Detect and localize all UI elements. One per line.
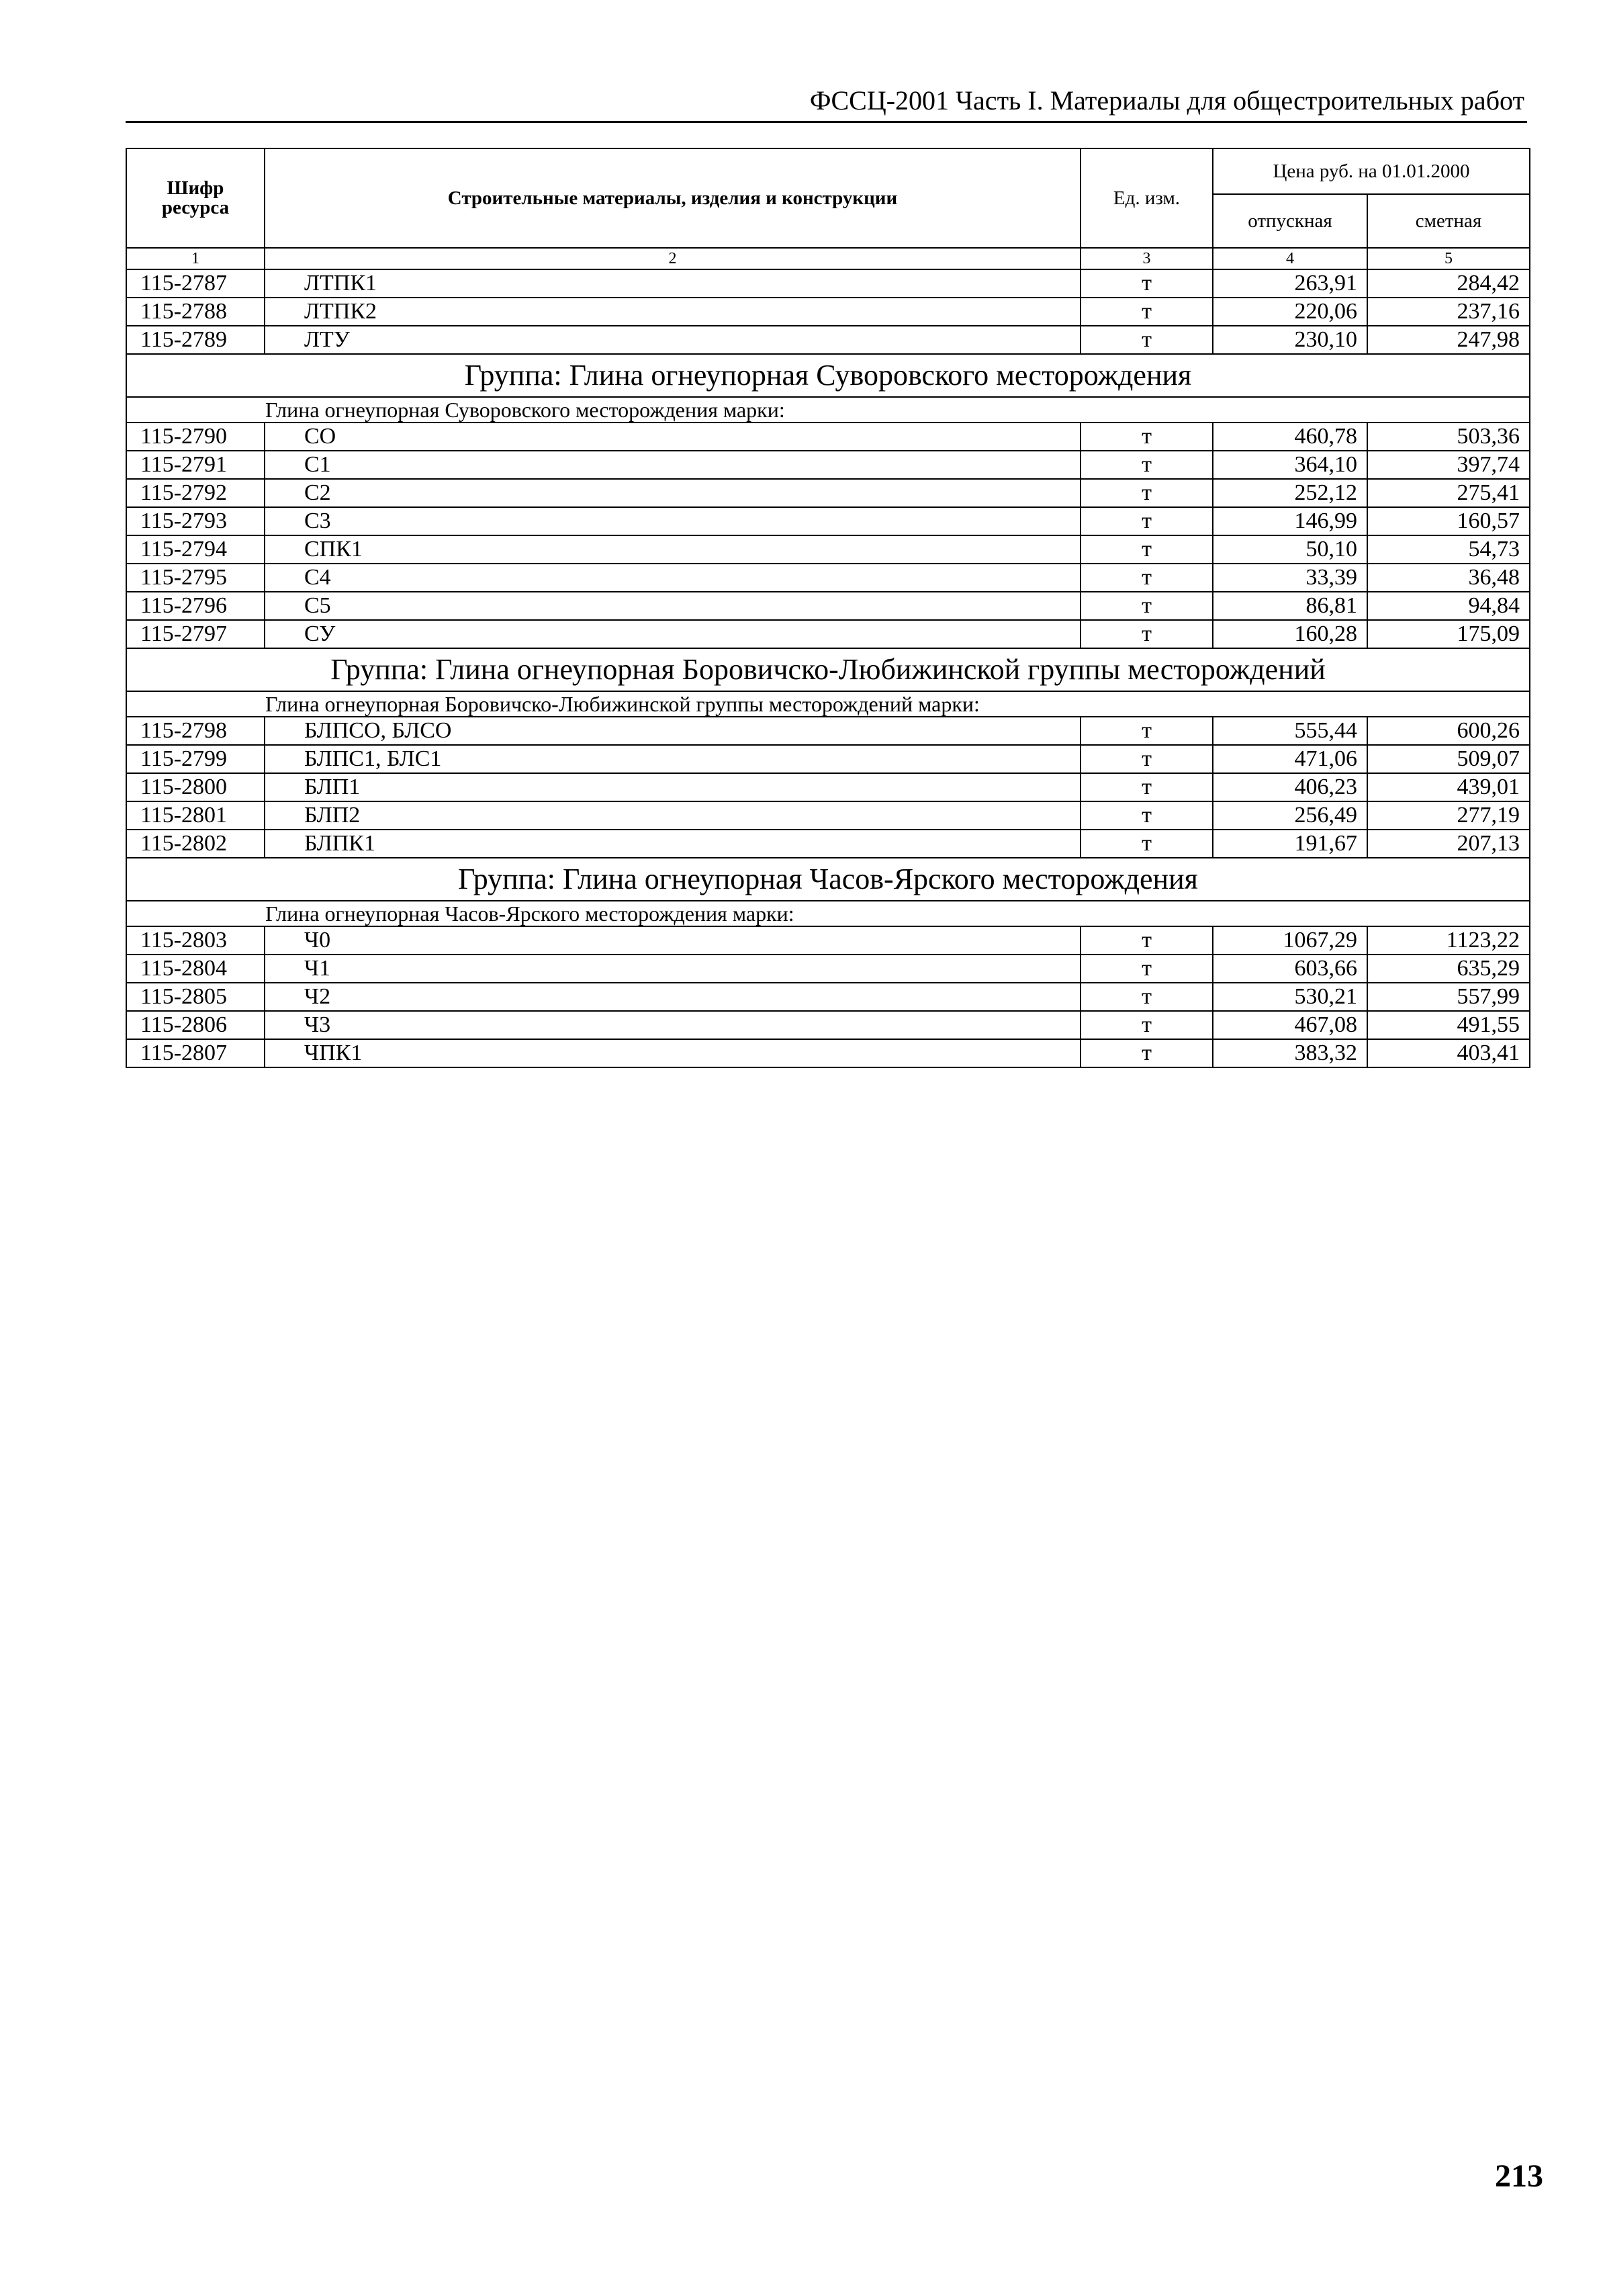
estimate-price: 439,01 (1367, 773, 1530, 801)
table-row (126, 326, 1530, 354)
material-name: БЛП1 (265, 773, 1081, 801)
resource-code: 115-2790 (126, 423, 265, 451)
table-row (126, 507, 1530, 535)
table-row (126, 773, 1530, 801)
group-title: Группа: Глина огнеупорная Боровичско-Любижинской группы месторождений (126, 648, 1530, 691)
estimate-price: 175,09 (1367, 620, 1530, 648)
column-header-unit: Ед. изм. (1081, 148, 1213, 248)
column-number: 3 (1081, 248, 1213, 269)
resource-code: 115-2801 (126, 801, 265, 830)
estimate-price: 207,13 (1367, 830, 1530, 858)
estimate-price: 160,57 (1367, 507, 1530, 535)
group-heading-row (126, 354, 1530, 397)
unit: т (1081, 926, 1213, 955)
estimate-price: 54,73 (1367, 535, 1530, 564)
material-name: С5 (265, 592, 1081, 620)
release-price: 460,78 (1213, 423, 1367, 451)
table-row (126, 269, 1530, 298)
unit: т (1081, 535, 1213, 564)
release-price: 1067,29 (1213, 926, 1367, 955)
release-price: 383,32 (1213, 1039, 1367, 1067)
unit: т (1081, 423, 1213, 451)
estimate-price: 491,55 (1367, 1011, 1530, 1039)
release-price: 467,08 (1213, 1011, 1367, 1039)
estimate-price: 277,19 (1367, 801, 1530, 830)
group-heading-row (126, 858, 1530, 901)
group-subtitle-row (126, 691, 1530, 717)
unit: т (1081, 773, 1213, 801)
release-price: 191,67 (1213, 830, 1367, 858)
table-row (126, 1011, 1530, 1039)
unit: т (1081, 1039, 1213, 1067)
material-name: ЧПК1 (265, 1039, 1081, 1067)
resource-code: 115-2798 (126, 717, 265, 745)
resource-code: 115-2793 (126, 507, 265, 535)
unit: т (1081, 479, 1213, 507)
material-name: БЛП2 (265, 801, 1081, 830)
estimate-price: 275,41 (1367, 479, 1530, 507)
group-subtitle: Глина огнеупорная Суворовского месторождения марки: (126, 397, 1530, 423)
column-number: 5 (1367, 248, 1530, 269)
resource-code: 115-2797 (126, 620, 265, 648)
unit: т (1081, 298, 1213, 326)
material-name: Ч2 (265, 983, 1081, 1011)
resource-code: 115-2807 (126, 1039, 265, 1067)
page-number: 213 (1495, 2158, 1543, 2194)
table-row (126, 926, 1530, 955)
unit: т (1081, 830, 1213, 858)
resource-code: 115-2796 (126, 592, 265, 620)
table-row (126, 830, 1530, 858)
estimate-price: 247,98 (1367, 326, 1530, 354)
material-name: Ч3 (265, 1011, 1081, 1039)
release-price: 263,91 (1213, 269, 1367, 298)
table-row (126, 717, 1530, 745)
column-header-estimate-price: сметная (1367, 194, 1530, 248)
estimate-price: 557,99 (1367, 983, 1530, 1011)
release-price: 406,23 (1213, 773, 1367, 801)
estimate-price: 284,42 (1367, 269, 1530, 298)
unit: т (1081, 717, 1213, 745)
group-subtitle-row (126, 901, 1530, 926)
release-price: 50,10 (1213, 535, 1367, 564)
group-title: Группа: Глина огнеупорная Часов-Ярского месторождения (126, 858, 1530, 901)
material-name: БЛПК1 (265, 830, 1081, 858)
estimate-price: 635,29 (1367, 955, 1530, 983)
resource-code: 115-2802 (126, 830, 265, 858)
group-heading-row (126, 648, 1530, 691)
material-name: СО (265, 423, 1081, 451)
column-header-code: Шифр ресурса (126, 148, 265, 248)
table-row (126, 451, 1530, 479)
resource-code: 115-2799 (126, 745, 265, 773)
unit: т (1081, 983, 1213, 1011)
material-name: С2 (265, 479, 1081, 507)
table-body (126, 269, 1530, 1067)
estimate-price: 509,07 (1367, 745, 1530, 773)
unit: т (1081, 801, 1213, 830)
unit: т (1081, 1011, 1213, 1039)
group-title: Группа: Глина огнеупорная Суворовского месторождения (126, 354, 1530, 397)
estimate-price: 403,41 (1367, 1039, 1530, 1067)
release-price: 364,10 (1213, 451, 1367, 479)
resource-code: 115-2803 (126, 926, 265, 955)
table-row (126, 298, 1530, 326)
estimate-price: 1123,22 (1367, 926, 1530, 955)
material-name: СПК1 (265, 535, 1081, 564)
material-name: Ч0 (265, 926, 1081, 955)
resource-code: 115-2795 (126, 564, 265, 592)
unit: т (1081, 592, 1213, 620)
table-row (126, 479, 1530, 507)
release-price: 160,28 (1213, 620, 1367, 648)
release-price: 603,66 (1213, 955, 1367, 983)
table-row (126, 535, 1530, 564)
column-number: 4 (1213, 248, 1367, 269)
resource-code: 115-2804 (126, 955, 265, 983)
table-row (126, 1039, 1530, 1067)
release-price: 33,39 (1213, 564, 1367, 592)
release-price: 471,06 (1213, 745, 1367, 773)
material-name: ЛТПК2 (265, 298, 1081, 326)
unit: т (1081, 451, 1213, 479)
header-rule (126, 121, 1527, 123)
material-name: Ч1 (265, 955, 1081, 983)
material-name: СУ (265, 620, 1081, 648)
release-price: 555,44 (1213, 717, 1367, 745)
unit: т (1081, 745, 1213, 773)
column-header-release-price: отпускная (1213, 194, 1367, 248)
release-price: 230,10 (1213, 326, 1367, 354)
table-row (126, 955, 1530, 983)
estimate-price: 36,48 (1367, 564, 1530, 592)
release-price: 146,99 (1213, 507, 1367, 535)
price-table (126, 148, 1530, 1068)
group-subtitle: Глина огнеупорная Боровичско-Любижинской группы месторождений марки: (126, 691, 1530, 717)
resource-code: 115-2805 (126, 983, 265, 1011)
release-price: 220,06 (1213, 298, 1367, 326)
release-price: 256,49 (1213, 801, 1367, 830)
column-number: 2 (265, 248, 1081, 269)
resource-code: 115-2806 (126, 1011, 265, 1039)
resource-code: 115-2789 (126, 326, 265, 354)
table-row (126, 423, 1530, 451)
material-name: ЛТПК1 (265, 269, 1081, 298)
material-name: С1 (265, 451, 1081, 479)
running-header: ФССЦ-2001 Часть I. Материалы для общестроительных работ (809, 85, 1524, 116)
release-price: 86,81 (1213, 592, 1367, 620)
material-name: БЛПСО, БЛСО (265, 717, 1081, 745)
unit: т (1081, 269, 1213, 298)
table-row (126, 983, 1530, 1011)
estimate-price: 237,16 (1367, 298, 1530, 326)
estimate-price: 503,36 (1367, 423, 1530, 451)
unit: т (1081, 620, 1213, 648)
table-row (126, 592, 1530, 620)
table-row (126, 620, 1530, 648)
estimate-price: 94,84 (1367, 592, 1530, 620)
release-price: 252,12 (1213, 479, 1367, 507)
resource-code: 115-2791 (126, 451, 265, 479)
estimate-price: 397,74 (1367, 451, 1530, 479)
column-number: 1 (126, 248, 265, 269)
unit: т (1081, 507, 1213, 535)
unit: т (1081, 955, 1213, 983)
release-price: 530,21 (1213, 983, 1367, 1011)
resource-code: 115-2794 (126, 535, 265, 564)
table-row (126, 801, 1530, 830)
material-name: ЛТУ (265, 326, 1081, 354)
material-name: С4 (265, 564, 1081, 592)
material-name: БЛПС1, БЛС1 (265, 745, 1081, 773)
material-name: С3 (265, 507, 1081, 535)
resource-code: 115-2787 (126, 269, 265, 298)
estimate-price: 600,26 (1367, 717, 1530, 745)
group-subtitle: Глина огнеупорная Часов-Ярского месторождения марки: (126, 901, 1530, 926)
group-subtitle-row (126, 397, 1530, 423)
column-header-price-group: Цена руб. на 01.01.2000 (1213, 148, 1530, 194)
unit: т (1081, 326, 1213, 354)
resource-code: 115-2792 (126, 479, 265, 507)
table-row (126, 564, 1530, 592)
table-row (126, 745, 1530, 773)
unit: т (1081, 564, 1213, 592)
column-header-name: Строительные материалы, изделия и конструкции (265, 148, 1081, 248)
resource-code: 115-2800 (126, 773, 265, 801)
resource-code: 115-2788 (126, 298, 265, 326)
